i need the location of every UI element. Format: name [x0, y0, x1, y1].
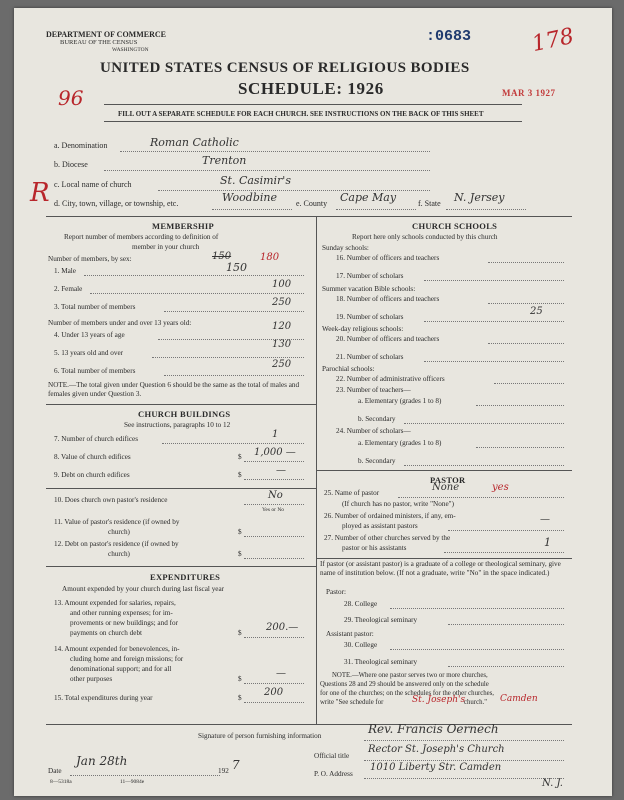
- q24a-line: [476, 447, 564, 448]
- q25-line: [398, 497, 564, 498]
- received-stamp: MAR 3 1927: [502, 88, 556, 98]
- q27-line: [444, 552, 564, 553]
- pastor-note-red: Camden: [500, 694, 538, 704]
- city-label: d. City, town, village, or township, etc.: [54, 199, 179, 208]
- q12-church: church): [108, 550, 130, 558]
- address-value: 1010 Liberty Str. Camden: [370, 762, 502, 773]
- q23: 23. Number of teachers—: [336, 386, 411, 394]
- schools-heading: CHURCH SCHOOLS: [412, 221, 498, 231]
- state-line: [446, 209, 526, 210]
- q31-line: [448, 666, 564, 667]
- q13-line-1: 13. Amount expended for salaries, repairs,: [54, 599, 176, 607]
- yes-no-caption: Yes or No: [262, 507, 285, 513]
- q25: 25. Name of pastor: [324, 489, 380, 497]
- q2-value: 100: [272, 279, 292, 290]
- pastor-note-1: NOTE.—Where one pastor serves two or more churches,: [332, 672, 488, 679]
- instruction-line: FILL OUT A SEPARATE SCHEDULE FOR EACH CHURCH. SEE INSTRUCTIONS ON THE BACK OF THIS SHEET: [118, 110, 484, 118]
- q15-dollar: $: [238, 694, 242, 702]
- q17: 17. Number of scholars: [336, 272, 404, 280]
- q9-amount: —: [276, 465, 286, 476]
- q8-line: [244, 461, 304, 462]
- corner-note: 178: [529, 23, 577, 58]
- census-schedule-page: [14, 8, 612, 796]
- date-line: [70, 775, 220, 776]
- denomination-value: Roman Catholic: [150, 136, 239, 149]
- expenditures-intro: Amount expended by your church during last fiscal year: [62, 585, 225, 593]
- q27-value: 1: [544, 536, 551, 549]
- q5-value: 130: [272, 339, 292, 350]
- margin-number: 96: [58, 86, 84, 110]
- margin-mark: R: [30, 178, 50, 208]
- q8-dollar: $: [238, 453, 242, 461]
- pastor-note-fill: St. Joseph's: [412, 695, 466, 705]
- official-title-value: Rector St. Joseph's Church: [368, 744, 505, 755]
- q21-line: [424, 361, 564, 362]
- membership-heading: MEMBERSHIP: [152, 221, 215, 231]
- q17-line: [424, 280, 564, 281]
- q13-line-3: provements or new buildings; and for: [70, 619, 178, 627]
- q8-value-edifices: 8. Value of church edifices: [54, 453, 131, 461]
- bureau-heading: BUREAU OF THE CENSUS: [60, 39, 138, 46]
- q10-residence: 10. Does church own pastor's residence: [54, 496, 168, 504]
- q13-line-4: payments on church debt: [70, 629, 143, 637]
- graduate-note: If pastor (or assistant pastor) is a graduate of a college or theological seminary, give name of institution below. (If not a graduate, write "No" in the space indicated.): [320, 560, 561, 577]
- q26-value: —: [540, 514, 550, 525]
- diocese-line: [104, 170, 430, 171]
- denomination-line: [120, 151, 430, 152]
- q29-line: [448, 624, 564, 625]
- q24b-line: [404, 465, 564, 466]
- q14-line: [244, 683, 304, 684]
- q1-male: 1. Male: [54, 267, 76, 275]
- q23b: b. Secondary: [358, 415, 396, 423]
- city-value: Woodbine: [222, 191, 277, 204]
- q1-value: 150: [226, 261, 247, 274]
- q14-line-1: 14. Amount expended for benevolences, in-: [54, 645, 180, 653]
- q11-line: [244, 536, 304, 537]
- q14-dollar: $: [238, 675, 242, 683]
- q24: 24. Number of scholars—: [336, 427, 411, 435]
- q22: 22. Number of administrative officers: [336, 375, 445, 383]
- q18: 18. Number of officers and teachers: [336, 295, 440, 303]
- q9-line: [244, 479, 304, 480]
- q6-line: [164, 375, 304, 376]
- q12-line: [244, 558, 304, 559]
- summer-label: Summer vacation Bible schools:: [322, 285, 416, 293]
- q9-debt-edifices: 9. Debt on church edifices: [54, 471, 130, 479]
- address-state: N. J.: [542, 778, 563, 789]
- city-heading: WASHINGTON: [112, 47, 149, 53]
- pastor-note-2: Questions 28 and 29 should be answered only on the schedule: [320, 681, 489, 688]
- q11-church: church): [108, 528, 130, 536]
- county-value: Cape May: [340, 191, 397, 204]
- q12-residence-debt: 12. Debt on pastor's residence (if owned by: [54, 540, 179, 548]
- by-sex-strike: 150: [212, 251, 232, 262]
- sunday-label: Sunday schools:: [322, 244, 369, 252]
- serial-number: :0683: [426, 28, 472, 45]
- city-line: [212, 209, 292, 210]
- county-line: [336, 209, 416, 210]
- q13-line: [244, 637, 304, 638]
- q28: 28. College: [344, 600, 378, 608]
- q18-line: [488, 303, 564, 304]
- pastor-note-5: church.": [464, 699, 487, 706]
- q23a-line: [476, 405, 564, 406]
- q19-line: [424, 321, 564, 322]
- church-name-label: c. Local name of church: [54, 180, 132, 189]
- q12-dollar: $: [238, 550, 242, 558]
- membership-intro: Report number of members according to definition of: [64, 233, 219, 241]
- q25-value: None: [432, 482, 460, 493]
- signature-value: Rev. Francis Oernech: [368, 722, 499, 736]
- q3-line: [164, 311, 304, 312]
- q26-line-1: 26. Number of ordained ministers, if any, em-: [324, 512, 456, 520]
- q27-line-1: 27. Number of other churches served by the: [324, 534, 451, 542]
- q21: 21. Number of scholars: [336, 353, 404, 361]
- print-number: 11—9084e: [120, 779, 145, 785]
- q30: 30. College: [344, 641, 378, 649]
- q1-line: [84, 275, 304, 276]
- date-value: Jan 28th: [76, 754, 128, 768]
- membership-intro-2: member in your church: [132, 243, 200, 251]
- church-name-value: St. Casimir's: [220, 174, 291, 187]
- q29: 29. Theological seminary: [344, 616, 418, 624]
- q14-line-3: denominational support; and for all: [70, 665, 172, 673]
- q15-amount: 200: [264, 687, 284, 698]
- by-sex-red: 180: [260, 252, 280, 263]
- q25-note: (If church has no pastor, write "None"): [342, 500, 454, 508]
- q16: 16. Number of officers and teachers: [336, 254, 440, 262]
- signature-label: Signature of person furnishing information: [198, 732, 322, 740]
- schools-intro: Report here only schools conducted by this church: [352, 233, 498, 241]
- pastor-sub-label: Pastor:: [326, 588, 346, 596]
- q26-line: [448, 530, 564, 531]
- pastor-heading: PASTOR: [430, 475, 466, 485]
- q4-value: 120: [272, 321, 292, 332]
- q30-line: [390, 649, 564, 650]
- q20-line: [488, 343, 564, 344]
- q9-dollar: $: [238, 471, 242, 479]
- q3-value: 250: [272, 297, 292, 308]
- q14-line-4: other purposes: [70, 675, 113, 683]
- rule: [316, 470, 572, 471]
- q27-line-2: pastor or his assistants: [342, 544, 407, 552]
- q19-value: 25: [530, 306, 543, 317]
- age-intro: Number of members under and over 13 years old:: [48, 319, 192, 327]
- q22-line: [494, 383, 564, 384]
- official-title-line: [364, 760, 564, 761]
- q14-line-2: cluding home and foreign missions; for: [70, 655, 184, 663]
- q10-line: [244, 504, 304, 505]
- expenditures-heading: EXPENDITURES: [150, 572, 221, 582]
- q16-line: [488, 262, 564, 263]
- denomination-label: a. Denomination: [54, 141, 108, 150]
- signature-line: [364, 740, 564, 741]
- rule: [104, 121, 522, 122]
- q2-female: 2. Female: [54, 285, 83, 293]
- q4-under-13: 4. Under 13 years of age: [54, 331, 125, 339]
- diocese-value: Trenton: [202, 154, 247, 167]
- address-label: P. O. Address: [314, 770, 353, 778]
- q24a: a. Elementary (grades 1 to 8): [358, 439, 442, 447]
- rule: [46, 404, 316, 405]
- q14-amount: —: [276, 668, 286, 679]
- county-label: e. County: [296, 199, 328, 208]
- assistant-sub-label: Assistant pastor:: [326, 630, 374, 638]
- q31: 31. Theological seminary: [344, 658, 418, 666]
- date-year-value: 7: [232, 758, 240, 772]
- pastor-note-4: write "See schedule for: [320, 699, 384, 706]
- by-sex-label: Number of members, by sex:: [48, 255, 132, 263]
- membership-note: NOTE.—The total given under Question 6 should be the same as the total of males and females given under Question 3.: [48, 381, 300, 398]
- rule: [104, 104, 522, 105]
- q15-line: [244, 702, 304, 703]
- schedule-title: SCHEDULE: 1926: [238, 79, 384, 98]
- rule: [46, 566, 316, 567]
- rule: [46, 216, 572, 217]
- rule: [316, 558, 572, 559]
- q20: 20. Number of officers and teachers: [336, 335, 440, 343]
- weekday-label: Week-day religious schools:: [322, 325, 404, 333]
- q5-line: [152, 357, 304, 358]
- q13-amount: 200.—: [266, 622, 299, 633]
- q13-line-2: and other running expenses; for im-: [70, 609, 173, 617]
- q25-red-note: yes: [492, 482, 509, 493]
- parochial-label: Parochial schools:: [322, 365, 375, 373]
- state-value: N. Jersey: [454, 191, 505, 204]
- q7-edifices: 7. Number of church edifices: [54, 435, 139, 443]
- q5-13-over: 5. 13 years old and over: [54, 349, 124, 357]
- date-label: Date: [48, 767, 62, 775]
- q19: 19. Number of scholars: [336, 313, 404, 321]
- department-heading: DEPARTMENT OF COMMERCE: [46, 30, 167, 39]
- q26-line-2: ployed as assistant pastors: [342, 522, 418, 530]
- rule: [46, 488, 316, 489]
- form-number: 8—5318a: [50, 779, 72, 785]
- q7-line: [162, 443, 304, 444]
- q10-value: No: [268, 490, 283, 501]
- q8-amount: 1,000 —: [254, 447, 296, 458]
- diocese-label: b. Diocese: [54, 160, 88, 169]
- q11-dollar: $: [238, 528, 242, 536]
- date-year: 192: [218, 767, 229, 775]
- official-title-label: Official title: [314, 752, 350, 760]
- q2-line: [90, 293, 304, 294]
- pastor-note-3: for one of the churches; on the schedules for the other churches,: [320, 690, 495, 697]
- buildings-heading: CHURCH BUILDINGS: [138, 409, 231, 419]
- q13-dollar: $: [238, 629, 242, 637]
- q11-residence-value: 11. Value of pastor's residence (if owned by: [54, 518, 180, 526]
- q28-line: [390, 608, 564, 609]
- state-label: f. State: [418, 199, 441, 208]
- form-title: UNITED STATES CENSUS OF RELIGIOUS BODIES: [100, 60, 470, 76]
- q24b: b. Secondary: [358, 457, 396, 465]
- buildings-intro: See instructions, paragraphs 10 to 12: [124, 421, 231, 429]
- q15-total: 15. Total expenditures during year: [54, 694, 153, 702]
- q6-value: 250: [272, 359, 292, 370]
- address-line: [364, 778, 564, 779]
- q7-value: 1: [272, 429, 279, 440]
- q6-total: 6. Total number of members: [54, 367, 136, 375]
- q3-total: 3. Total number of members: [54, 303, 136, 311]
- q23b-line: [404, 423, 564, 424]
- q23a: a. Elementary (grades 1 to 8): [358, 397, 442, 405]
